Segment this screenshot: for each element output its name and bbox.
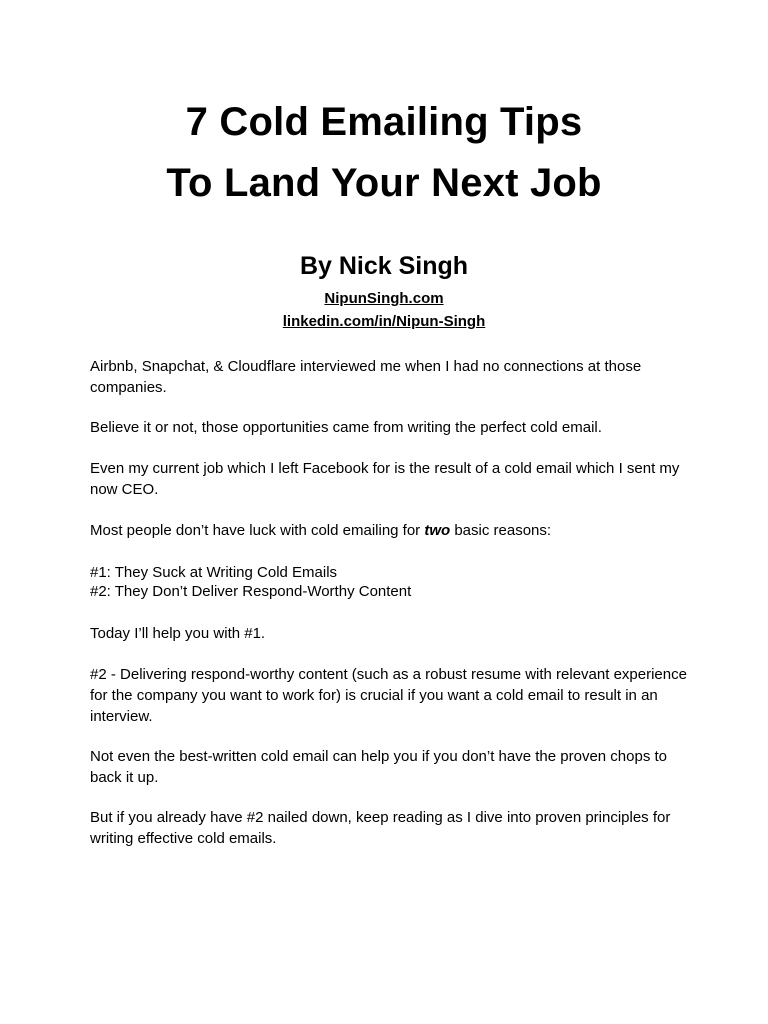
paragraph-reasons-intro (90, 520, 690, 541)
author-byline: By Nick Singh (299, 252, 469, 280)
paragraph-respond-worthy: #2 - Delivering respond-worthy content (such as a robust resume with relevant experience for the company you want to work for) is crucial if you want a cold email to result in an interview. (90, 666, 687, 725)
paragraph-opportunities: Believe it or not, those opportunities came from writing the perfect cold email. (90, 419, 602, 436)
reason-2: #2: They Don’t Deliver Respond-Worthy Content (90, 583, 412, 600)
page-title-line-1: 7 Cold Emailing Tips (185, 100, 583, 144)
paragraph-help-with-1: Today I’ll help you with #1. (90, 625, 266, 642)
paragraph-best-written: Not even the best-written cold email can help you if you don’t have the proven chops to back it up. (90, 748, 668, 786)
reasons-emphasis: two (424, 522, 451, 539)
author-block (0, 250, 768, 333)
paragraph-interviews: Airbnb, Snapchat, & Cloudflare interviewed me when I had no connections at those companies. (90, 358, 642, 396)
reasons-intro-tail: basic reasons: (450, 522, 552, 539)
linkedin-link[interactable]: linkedin.com/in/Nipun-Singh (282, 313, 486, 330)
paragraph-keep-reading: But if you already have #2 nailed down, keep reading as I dive into proven principles for writing effective cold emails. (90, 809, 671, 847)
title-block (0, 92, 768, 214)
reasons-intro-text: Most people don’t have luck with cold emailing for (90, 522, 425, 539)
website-link[interactable]: NipunSingh.com (324, 290, 444, 307)
paragraph-current-job: Even my current job which I left Facebook for is the result of a cold email which I sent my now CEO. (90, 460, 680, 498)
reason-1: #1: They Suck at Writing Cold Emails (90, 564, 338, 581)
page-title-line-2: To Land Your Next Job (166, 161, 602, 205)
